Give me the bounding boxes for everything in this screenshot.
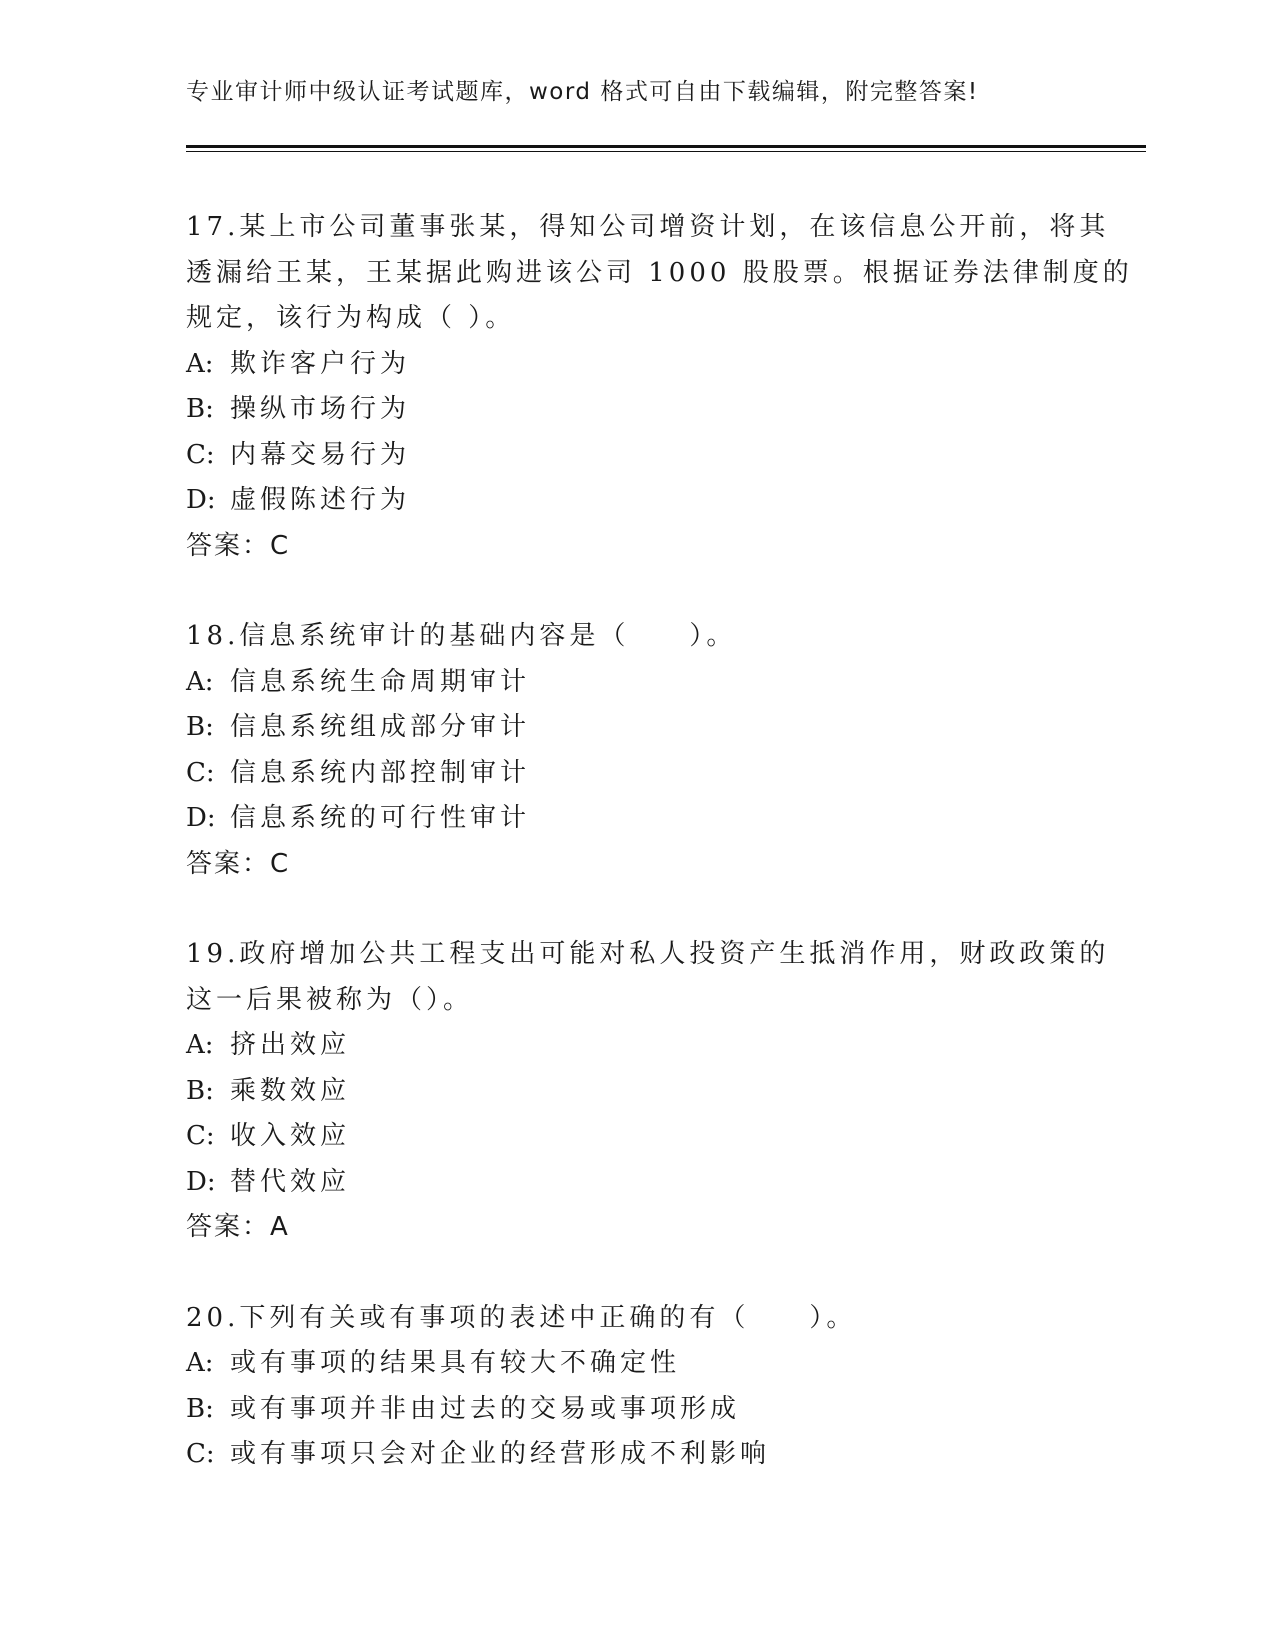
page-header: 专业审计师中级认证考试题库，word 格式可自由下载编辑，附完整答案! xyxy=(186,79,979,105)
question-18 xyxy=(186,614,1086,887)
option-text: 信息系统的可行性审计 xyxy=(230,803,531,833)
header-divider-thin xyxy=(186,151,1146,152)
option-c xyxy=(186,1432,1086,1478)
option-letter: C: xyxy=(186,757,215,788)
option-letter: D: xyxy=(186,1166,216,1197)
option-b xyxy=(186,705,1086,751)
option-letter: C: xyxy=(186,1121,215,1151)
option-a xyxy=(186,342,1086,388)
option-c xyxy=(186,751,1086,797)
option-text: 信息系统组成部分审计 xyxy=(230,712,531,742)
option-text: 收入效应 xyxy=(230,1121,351,1151)
option-d xyxy=(186,796,1086,842)
option-text: 信息系统生命周期审计 xyxy=(230,666,531,697)
option-text: 内幕交易行为 xyxy=(230,439,411,470)
question-20 xyxy=(186,1296,1086,1478)
question-stem-line: 透漏给王某，王某据此购进该公司 1000 股股票。根据证券法律制度的 xyxy=(186,257,1133,288)
option-d xyxy=(186,478,1086,524)
option-text: 虚假陈述行为 xyxy=(230,485,411,515)
option-a xyxy=(186,1341,1086,1387)
option-a xyxy=(186,1023,1086,1069)
option-letter: A: xyxy=(186,1348,214,1378)
option-letter: A: xyxy=(186,1030,214,1060)
option-b xyxy=(186,1387,1086,1433)
option-letter: A: xyxy=(186,348,214,379)
option-letter: C: xyxy=(186,1439,215,1469)
option-d xyxy=(186,1160,1086,1206)
question-stem-line: 20.下列有关或有事项的表述中正确的有（ ）。 xyxy=(186,1302,857,1333)
option-text: 替代效应 xyxy=(230,1166,351,1197)
option-text: 或有事项只会对企业的经营形成不利影响 xyxy=(230,1439,771,1469)
option-letter: A: xyxy=(186,666,214,697)
option-text: 或有事项的结果具有较大不确定性 xyxy=(230,1348,681,1378)
option-letter: C: xyxy=(186,439,215,470)
option-a xyxy=(186,660,1086,706)
question-19 xyxy=(186,932,1110,1251)
option-letter: B: xyxy=(186,394,214,424)
option-b xyxy=(186,1069,1086,1115)
option-text: 或有事项并非由过去的交易或事项形成 xyxy=(230,1393,741,1424)
question-list xyxy=(186,205,1133,1523)
question-17 xyxy=(186,205,1133,569)
question-stem-line: 18.信息系统审计的基础内容是（ ）。 xyxy=(186,621,737,651)
answer-label: 答案：C xyxy=(186,848,291,879)
answer-label: 答案：C xyxy=(186,530,291,561)
option-text: 操纵市场行为 xyxy=(230,394,411,424)
option-text: 乘数效应 xyxy=(230,1075,351,1106)
question-stem-line: 这一后果被称为（）。 xyxy=(186,984,474,1015)
option-text: 挤出效应 xyxy=(230,1030,351,1060)
answer-label: 答案：A xyxy=(186,1212,290,1242)
option-letter: B: xyxy=(186,1393,214,1424)
question-stem-line: 17.某上市公司董事张某，得知公司增资计划，在该信息公开前，将其 xyxy=(186,212,1110,242)
option-c xyxy=(186,433,1086,479)
option-b xyxy=(186,387,1086,433)
option-text: 欺诈客户行为 xyxy=(230,348,411,379)
option-letter: D: xyxy=(186,803,216,833)
option-text: 信息系统内部控制审计 xyxy=(230,757,531,788)
header-divider-thick xyxy=(186,145,1146,148)
option-c xyxy=(186,1114,1086,1160)
question-stem-line: 19.政府增加公共工程支出可能对私人投资产生抵消作用，财政政策的 xyxy=(186,939,1110,969)
option-letter: B: xyxy=(186,1075,214,1106)
question-stem-line: 规定，该行为构成（ ）。 xyxy=(186,303,516,333)
option-letter: D: xyxy=(186,485,216,515)
option-letter: B: xyxy=(186,712,214,742)
